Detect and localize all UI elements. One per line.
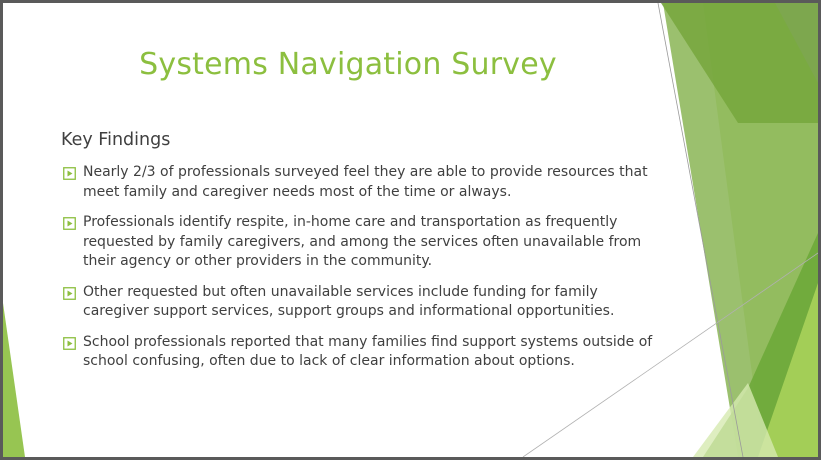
bullet-item — [61, 283, 661, 322]
bullet-item — [61, 163, 661, 202]
bullet-text: Professionals identify respite, in-home care and transportation as frequently requested by family caregivers, and among the services often unavailable from their agency or other providers in the community. — [83, 214, 642, 269]
play-arrow-box-icon — [63, 337, 76, 350]
slide-title: Systems Navigation Survey — [139, 47, 557, 82]
bullet-item — [61, 213, 661, 272]
bullet-list — [61, 163, 661, 383]
play-arrow-box-icon — [63, 287, 76, 300]
slide-subtitle: Key Findings — [61, 130, 171, 150]
left-accent-shape — [3, 303, 25, 457]
bullet-item — [61, 333, 661, 372]
bullet-text: Other requested but often unavailable services include funding for family caregiver support services, support groups and informational opportunities. — [83, 283, 615, 319]
bullet-text: School professionals reported that many families find support systems outside of school confusing, often due to lack of clear information about options. — [83, 333, 653, 369]
slide — [3, 3, 818, 457]
play-arrow-box-icon — [63, 167, 76, 180]
play-arrow-box-icon — [63, 217, 76, 230]
bullet-text: Nearly 2/3 of professionals surveyed feel they are able to provide resources that meet family and caregiver needs most of the time or always. — [83, 164, 648, 200]
